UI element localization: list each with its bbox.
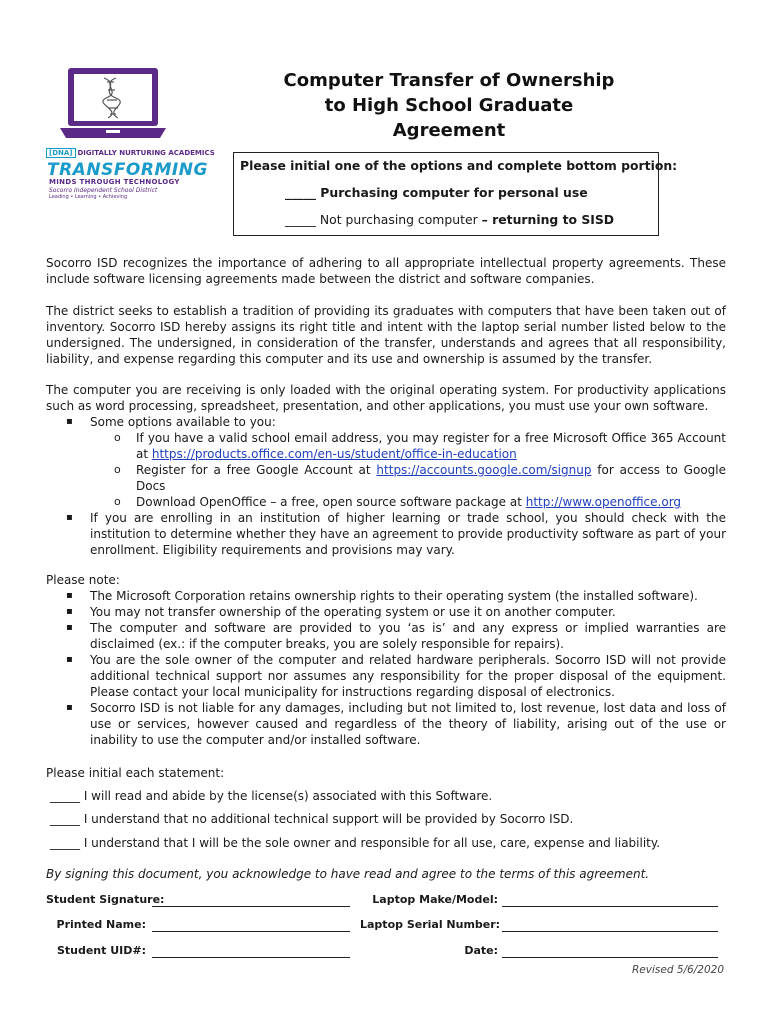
list-item [90, 510, 726, 558]
student-signature-label: Student Signature: [46, 893, 165, 906]
title-line-1: Computer Transfer of Ownership [283, 70, 615, 91]
office-option-text: If you have a valid school email address, you may register for a free Microsoft Office 365 Account at [136, 431, 726, 461]
laptop-make-field[interactable] [502, 906, 718, 907]
notes-list [46, 588, 726, 748]
list-item: ▪ The computer and software are provided to you ‘as is’ and any express or implied warranties are disclaimed (ex.: if the computer breaks, you are solely responsible for repairs). [90, 620, 726, 652]
options-box [233, 152, 678, 236]
logo-tagline [46, 149, 215, 157]
student-signature-field[interactable] [152, 906, 350, 907]
acknowledgement: By signing this document, you acknowledge to have read and agree to the terms of this agreement. [46, 867, 650, 881]
date-label: Date: [464, 944, 498, 957]
printed-name-field[interactable] [152, 931, 350, 932]
revised-date: Revised 5/6/2020 [632, 964, 724, 976]
option-purchasing[interactable]: _____ Purchasing computer for personal use [285, 185, 588, 200]
document-title [240, 68, 658, 143]
title-line-2: to High School Graduate [324, 95, 574, 116]
enrollment-note: If you are enrolling in an institution of higher learning or trade school, you should check with the institution to determine whether they have an agreement to provide productivity software as part of your enrollment. Eligibility requirements and provisions may vary. [90, 511, 726, 557]
software-options-list [90, 430, 726, 510]
logo-motto: Leading • Learning • Achieving [49, 194, 128, 200]
option-returning[interactable] [285, 212, 614, 227]
list-item: ▪ You are the sole owner of the computer and related hardware peripherals. Socorro ISD will not provide additional technical support nor assumes any responsibility for the proper disposal of the equipment. Please contact your local municipality for instructions regarding disposal of electronics. [90, 652, 726, 700]
list-item [136, 494, 726, 510]
notes-heading: Please note: [46, 573, 120, 587]
laptop-serial-label: Laptop Serial Number: [360, 918, 501, 931]
laptop-make-label: Laptop Make/Model: [372, 893, 498, 906]
list-item [136, 462, 726, 494]
logo-dna: [DNA] [46, 148, 76, 158]
paragraph-operating-system: The computer you are receiving is only loaded with the original operating system. For productivity applications such as word processing, spreadsheet, presentation, and other applications, you must use your own software. [46, 383, 726, 413]
options-heading: Please initial one of the options and complete bottom portion: [240, 158, 678, 173]
openoffice-option-text: Download OpenOffice – a free, open source software package at [136, 495, 526, 509]
date-field[interactable] [502, 957, 718, 958]
software-bullets [46, 414, 726, 558]
paragraph-tradition: The district seeks to establish a tradition of providing its graduates with computers that have been taken out of inventory. Socorro ISD hereby assigns its right title and intent with the laptop serial number listed below to the undersigned. The undersigned, in consideration of the transfer, understands and agrees that all responsibility, liability, and expense regarding this computer and its use and ownership is assumed by the transfer. [46, 304, 726, 366]
openoffice-link[interactable]: http://www.openoffice.org [525, 495, 682, 509]
list-item: ▪ Socorro ISD is not liable for any damages, including but not limited to, lost revenue, lost data and loss of use or services, however caused and regardless of the theory of liability, arising out of the use or inability to use the computer and/or installed software. [90, 700, 726, 748]
option-returning-bold: – returning to SISD [481, 212, 615, 227]
initials-heading: Please initial each statement: [46, 766, 225, 780]
google-option-text: Register for a free Google Account at [136, 463, 377, 477]
initial-owner[interactable]: _____ I understand that I will be the sole owner and responsible for all use, care, expense and liability. [50, 836, 661, 850]
student-uid-field[interactable] [152, 957, 350, 958]
notes-section [46, 572, 726, 748]
logo-transforming: TRANSFORMING [47, 160, 208, 180]
google-link[interactable]: https://accounts.google.com/signup [376, 463, 592, 477]
laptop-serial-field[interactable] [502, 931, 718, 932]
office-link[interactable]: https://products.office.com/en-us/student/office-in-education [151, 447, 517, 461]
initial-support[interactable]: _____ I understand that no additional technical support will be provided by Socorro ISD. [50, 812, 574, 826]
printed-name-label: Printed Name: [56, 918, 146, 931]
software-section [46, 382, 726, 558]
option-returning-text: _____ Not purchasing computer [285, 212, 482, 227]
logo-tagline-text: DIGITALLY NURTURING ACADEMICS [77, 149, 215, 157]
student-uid-label: Student UID#: [56, 944, 146, 957]
logo-district: Socorro Independent School District [49, 187, 158, 194]
laptop-logo-icon [60, 66, 166, 140]
logo-minds: MINDS THROUGH TECHNOLOGY [49, 178, 180, 186]
title-line-3: Agreement [392, 120, 506, 141]
paragraph-intellectual-property: Socorro ISD recognizes the importance of adhering to all appropriate intellectual property agreements. These include software licensing agreements made between the district and software companies. [46, 256, 726, 286]
google-option-tail: for access to Google Docs [136, 463, 727, 493]
list-item: ▪ You may not transfer ownership of the operating system or use it on another computer. [90, 604, 726, 620]
list-item: ▪ The Microsoft Corporation retains ownership rights to their operating system (the installed software). [90, 588, 726, 604]
list-item [90, 414, 726, 510]
district-logo [45, 66, 215, 202]
options-intro: Some options available to you: [90, 415, 276, 429]
list-item [136, 430, 726, 462]
initial-license[interactable]: _____ I will read and abide by the license(s) associated with this Software. [50, 789, 493, 803]
